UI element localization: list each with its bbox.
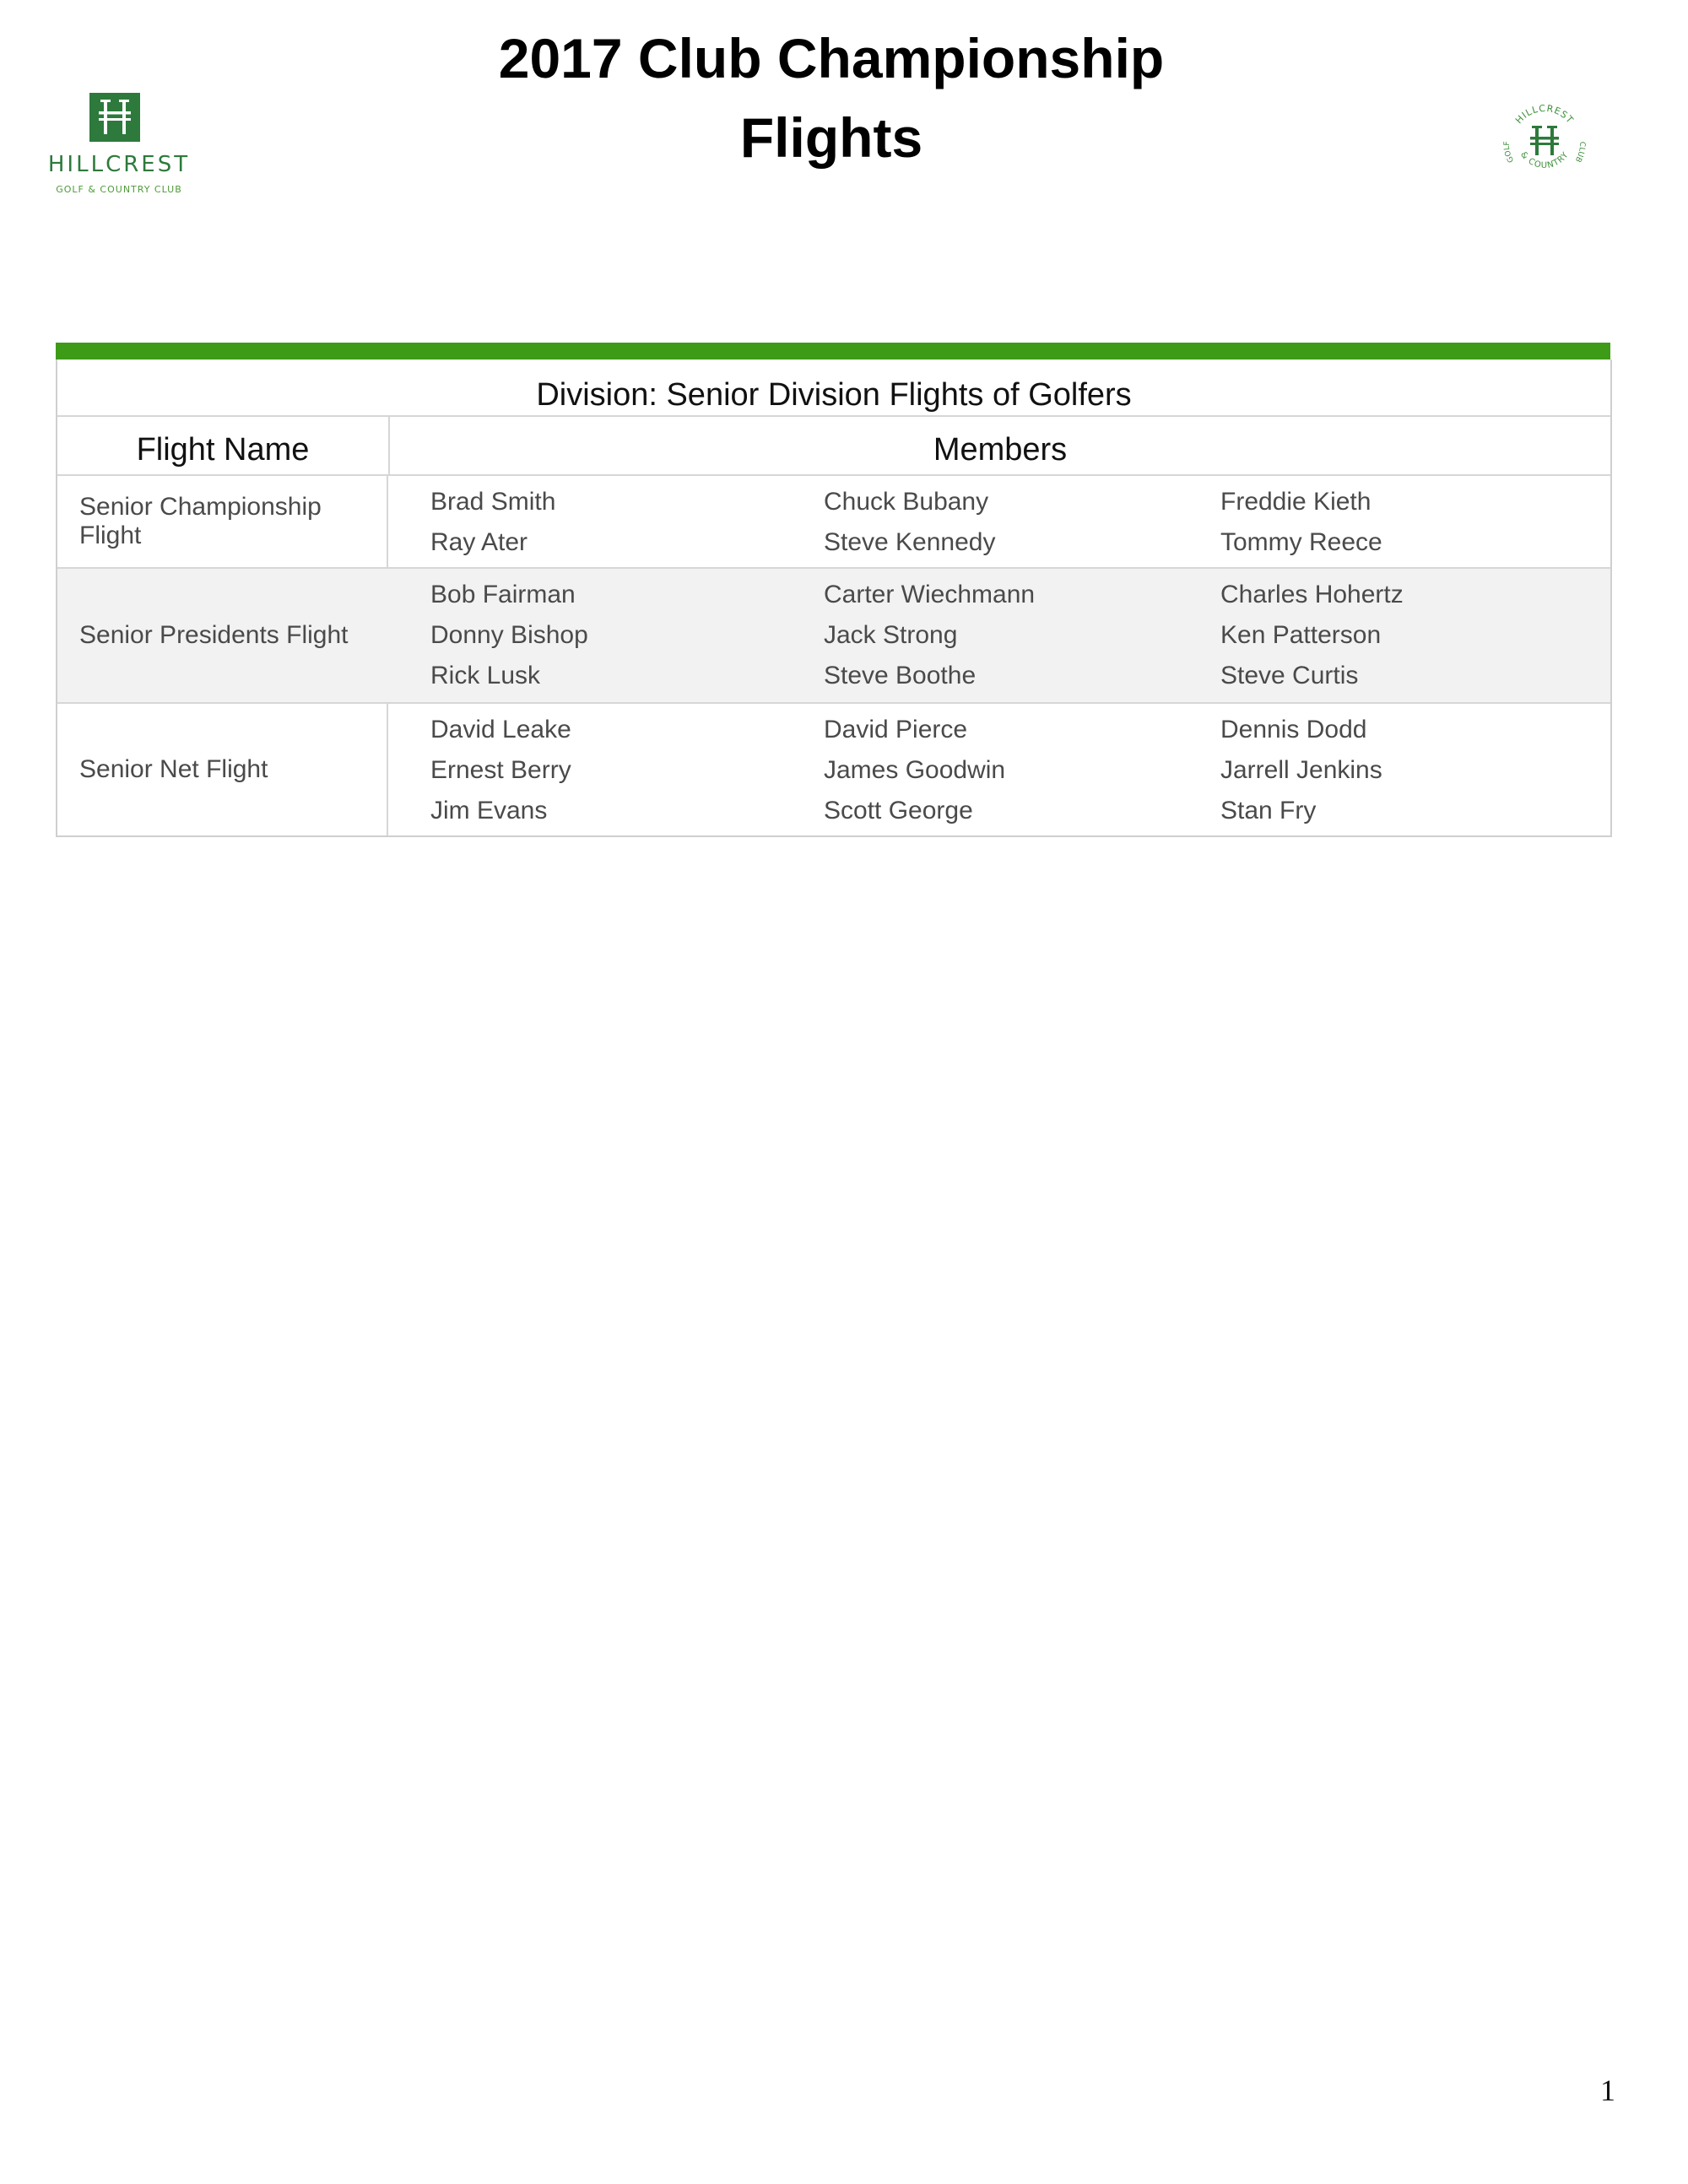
division-caption: Division: Senior Division Flights of Golfers xyxy=(57,359,1610,417)
page-number: 1 xyxy=(1600,2073,1615,2107)
member-name: Jim Evans xyxy=(430,797,548,824)
flight-name: Senior Championship Flight xyxy=(57,476,388,567)
member-name: Chuck Bubany xyxy=(824,488,989,516)
flight-members xyxy=(388,704,1610,835)
member-name: James Goodwin xyxy=(824,756,1006,784)
svg-text:HILLCREST xyxy=(1513,103,1576,126)
flights-table xyxy=(56,359,1612,837)
member-name: Stan Fry xyxy=(1220,797,1317,824)
member-name: Ernest Berry xyxy=(430,756,571,784)
seal-text-top: HILLCREST xyxy=(1512,102,1577,127)
member-name: David Pierce xyxy=(824,716,968,743)
hillcrest-seal-logo-right xyxy=(1499,95,1590,186)
member-name: Scott George xyxy=(824,797,973,824)
member-name: Jack Strong xyxy=(824,621,958,649)
member-name: Steve Curtis xyxy=(1220,662,1359,689)
member-name: Tommy Reece xyxy=(1220,528,1382,556)
member-name: Jarrell Jenkins xyxy=(1220,756,1382,784)
member-name: Ken Patterson xyxy=(1220,621,1382,649)
member-name: Steve Boothe xyxy=(824,662,977,689)
flight-row-senior-championship xyxy=(57,476,1610,569)
member-name: Dennis Dodd xyxy=(1220,716,1367,743)
hillcrest-logo-left xyxy=(47,89,191,199)
member-name: Steve Kennedy xyxy=(824,528,996,556)
hillcrest-seal-icon xyxy=(1499,95,1590,186)
seal-text-right: CLUB xyxy=(1572,141,1587,164)
flight-row-senior-presidents xyxy=(57,569,1610,704)
seal-text-left: GOLF xyxy=(1502,141,1517,164)
member-name: Charles Hohertz xyxy=(1220,581,1404,608)
table-header-row xyxy=(57,417,1610,476)
flight-members xyxy=(388,569,1610,702)
table-accent-bar xyxy=(56,343,1610,359)
flight-row-senior-net xyxy=(57,704,1610,835)
member-name: David Leake xyxy=(430,716,571,743)
member-name: Bob Fairman xyxy=(430,581,576,608)
flight-name: Senior Presidents Flight xyxy=(57,569,388,702)
svg-text:GOLF xyxy=(1503,141,1516,164)
logo-subtitle: GOLF & COUNTRY CLUB xyxy=(56,184,182,195)
member-name: Brad Smith xyxy=(430,488,556,516)
member-name: Carter Wiechmann xyxy=(824,581,1036,608)
member-name: Rick Lusk xyxy=(430,662,541,689)
page-title-line-1: 2017 Club Championship xyxy=(498,27,1165,89)
page-title-line-2: Flights xyxy=(739,106,923,169)
column-header-flight-name: Flight Name xyxy=(57,417,390,474)
hillcrest-monogram-icon xyxy=(89,93,140,142)
member-name: Freddie Kieth xyxy=(1220,488,1372,516)
flight-name: Senior Net Flight xyxy=(57,704,388,835)
flight-members xyxy=(388,476,1610,567)
svg-text:CLUB xyxy=(1573,142,1586,164)
page-title xyxy=(0,19,1663,177)
logo-name: HILLCREST xyxy=(47,152,191,177)
seal-text-bottom: & COUNTRY xyxy=(1518,149,1572,170)
member-name: Donny Bishop xyxy=(430,621,588,649)
svg-text:& COUNTRY xyxy=(1518,150,1571,170)
column-header-members: Members xyxy=(933,432,1068,468)
member-name: Ray Ater xyxy=(430,528,528,556)
